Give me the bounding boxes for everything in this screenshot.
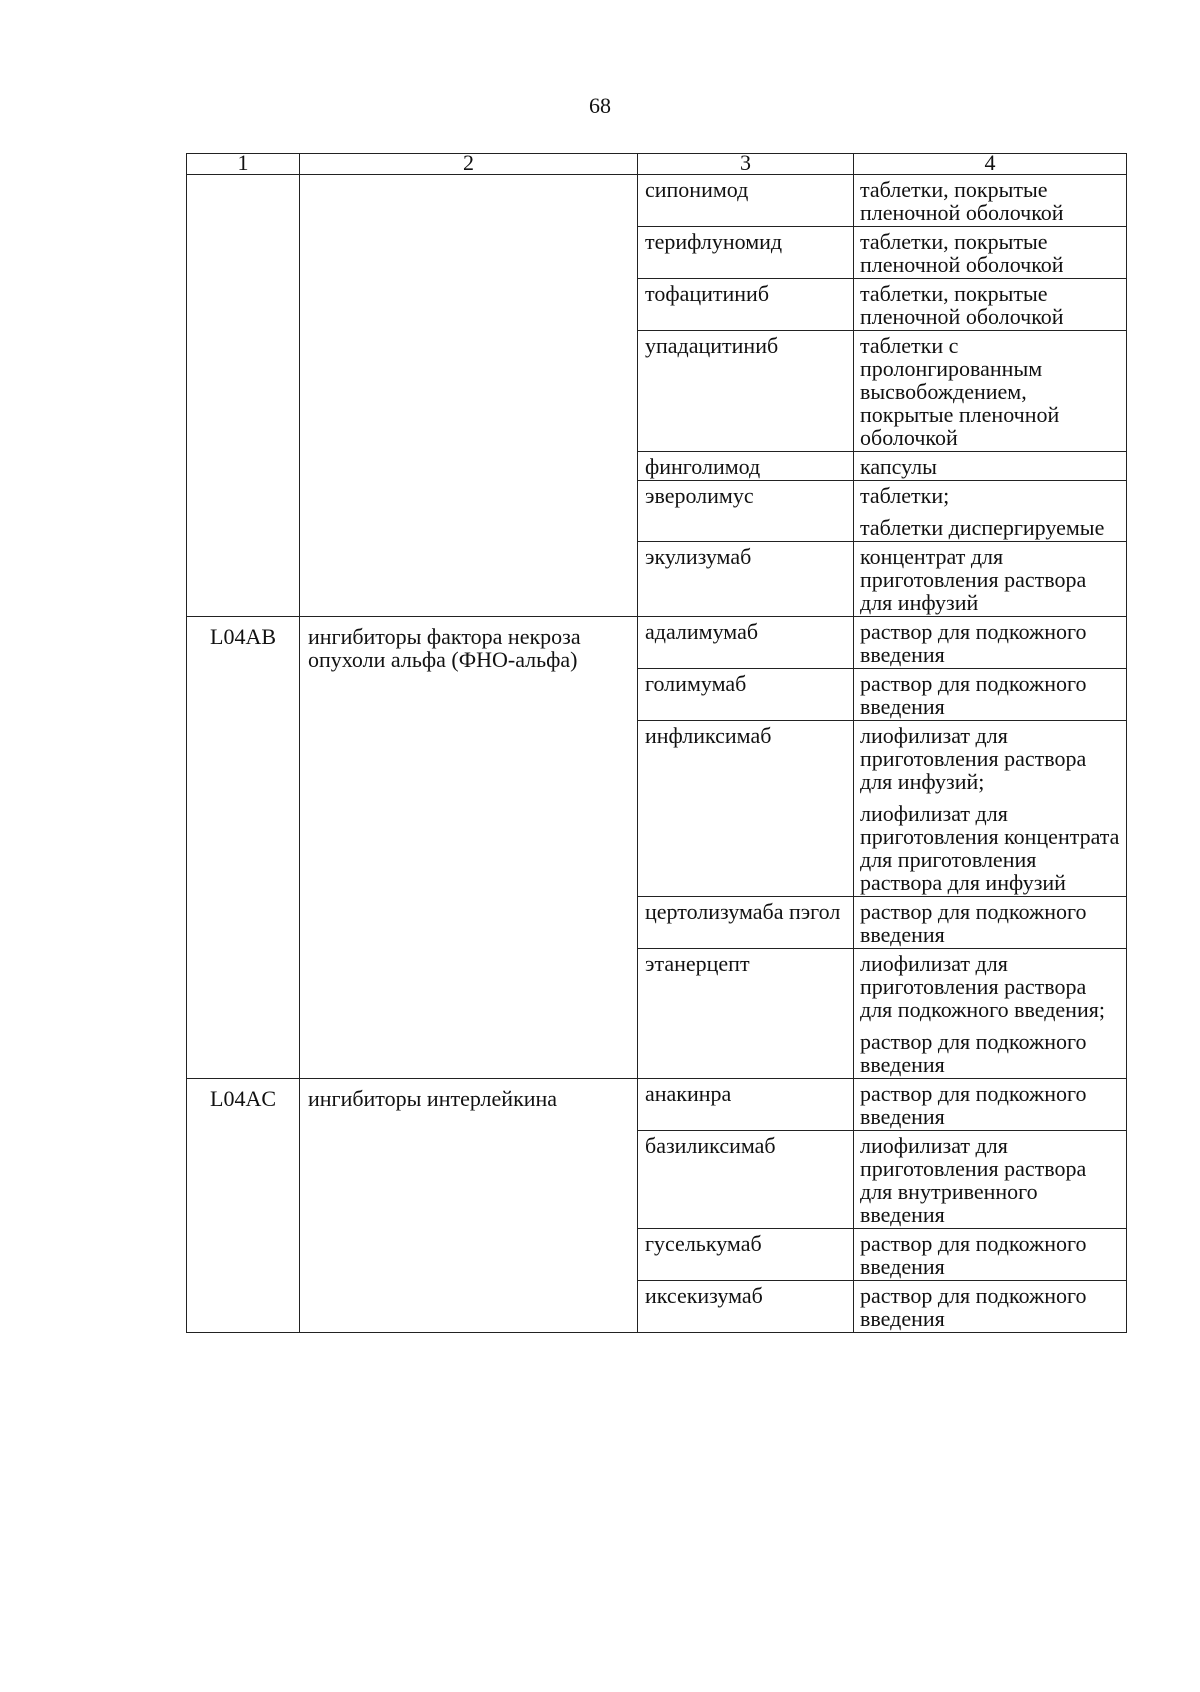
dosage-form-entry: раствор для подкожного введения: [860, 671, 1087, 719]
atc-code-cell: L04AB: [187, 617, 300, 1079]
drug-name-cell: иксекизумаб: [638, 1281, 854, 1333]
table-body: [187, 175, 1127, 1333]
table-row: [187, 175, 1127, 227]
dosage-form-entry: капсулы: [860, 454, 937, 479]
drug-name-cell: экулизумаб: [638, 542, 854, 617]
column-header-3: 3: [638, 154, 854, 175]
dosage-form-cell: [854, 175, 1127, 227]
page-number: 68: [589, 93, 611, 118]
dosage-form-entry: лиофилизат для приготовления раствора для инфузий;: [860, 723, 1087, 794]
drug-name-cell: цертолизумаба пэгол: [638, 897, 854, 949]
dosage-form-cell: [854, 481, 1127, 542]
column-header-4: 4: [854, 154, 1127, 175]
dosage-form-entry: таблетки, покрытые пленочной оболочкой: [860, 177, 1064, 225]
dosage-form-entry: таблетки;: [860, 483, 950, 508]
table-row: [187, 617, 1127, 669]
dosage-form-cell: [854, 897, 1127, 949]
dosage-form-cell: [854, 452, 1127, 481]
drug-name-cell: сипонимод: [638, 175, 854, 227]
dosage-form-cell: [854, 279, 1127, 331]
drug-name-cell: этанерцепт: [638, 949, 854, 1079]
drug-name-cell: адалимумаб: [638, 617, 854, 669]
header-row: [187, 154, 1127, 175]
group-name-cell: ингибиторы фактора некроза опухоли альфа (ФНО-альфа): [300, 617, 638, 1079]
dosage-form-cell: [854, 1079, 1127, 1131]
dosage-form-entry: концентрат для приготовления раствора для инфузий: [860, 544, 1087, 615]
atc-code-cell: [187, 175, 300, 617]
drug-name-cell: гуселькумаб: [638, 1229, 854, 1281]
drug-name-cell: финголимод: [638, 452, 854, 481]
drug-classification-table: [186, 150, 1127, 1333]
dosage-form-cell: [854, 1131, 1127, 1229]
dosage-form-entry: таблетки, покрытые пленочной оболочкой: [860, 229, 1064, 277]
dosage-form-cell: [854, 227, 1127, 279]
dosage-form-entry: лиофилизат для приготовления раствора для внутривенного введения: [860, 1133, 1087, 1227]
drug-name-cell: анакинра: [638, 1079, 854, 1131]
dosage-form-entry: лиофилизат для приготовления раствора для подкожного введения;: [860, 951, 1105, 1022]
dosage-form-entry: таблетки, покрытые пленочной оболочкой: [860, 281, 1064, 329]
drug-name-cell: эверолимус: [638, 481, 854, 542]
drug-name-cell: голимумаб: [638, 669, 854, 721]
dosage-form-cell: [854, 542, 1127, 617]
drug-name-cell: терифлуномид: [638, 227, 854, 279]
dosage-form-entry: раствор для подкожного введения: [860, 1231, 1087, 1279]
dosage-form-entry: раствор для подкожного введения: [860, 1029, 1087, 1077]
dosage-form-cell: [854, 1281, 1127, 1333]
dosage-form-entry: раствор для подкожного введения: [860, 1081, 1087, 1129]
dosage-form-entry: раствор для подкожного введения: [860, 1283, 1087, 1331]
group-name-cell: ингибиторы интерлейкина: [300, 1079, 638, 1333]
dosage-form-entry: таблетки с пролонгированным высвобождением, покрытые пленочной оболочкой: [860, 333, 1060, 450]
dosage-form-entry: раствор для подкожного введения: [860, 619, 1087, 667]
dosage-form-cell: [854, 949, 1127, 1079]
dosage-form-cell: [854, 1229, 1127, 1281]
dosage-form-entry: раствор для подкожного введения: [860, 899, 1087, 947]
drug-name-cell: упадацитиниб: [638, 331, 854, 452]
drug-name-cell: базиликсимаб: [638, 1131, 854, 1229]
column-header-1: 1: [187, 154, 300, 175]
dosage-form-cell: [854, 669, 1127, 721]
group-name-cell: [300, 175, 638, 617]
drug-name-cell: инфликсимаб: [638, 721, 854, 897]
dosage-form-entry: лиофилизат для приготовления концентрата для приготовления раствора для инфузий: [860, 801, 1120, 895]
table-header: [187, 150, 1127, 175]
atc-code-cell: L04AC: [187, 1079, 300, 1333]
dosage-form-cell: [854, 331, 1127, 452]
dosage-form-cell: [854, 721, 1127, 897]
dosage-form-cell: [854, 617, 1127, 669]
dosage-form-entry: таблетки диспергируемые: [860, 515, 1105, 540]
table-row: [187, 1079, 1127, 1131]
drug-name-cell: тофацитиниб: [638, 279, 854, 331]
column-header-2: 2: [300, 154, 638, 175]
